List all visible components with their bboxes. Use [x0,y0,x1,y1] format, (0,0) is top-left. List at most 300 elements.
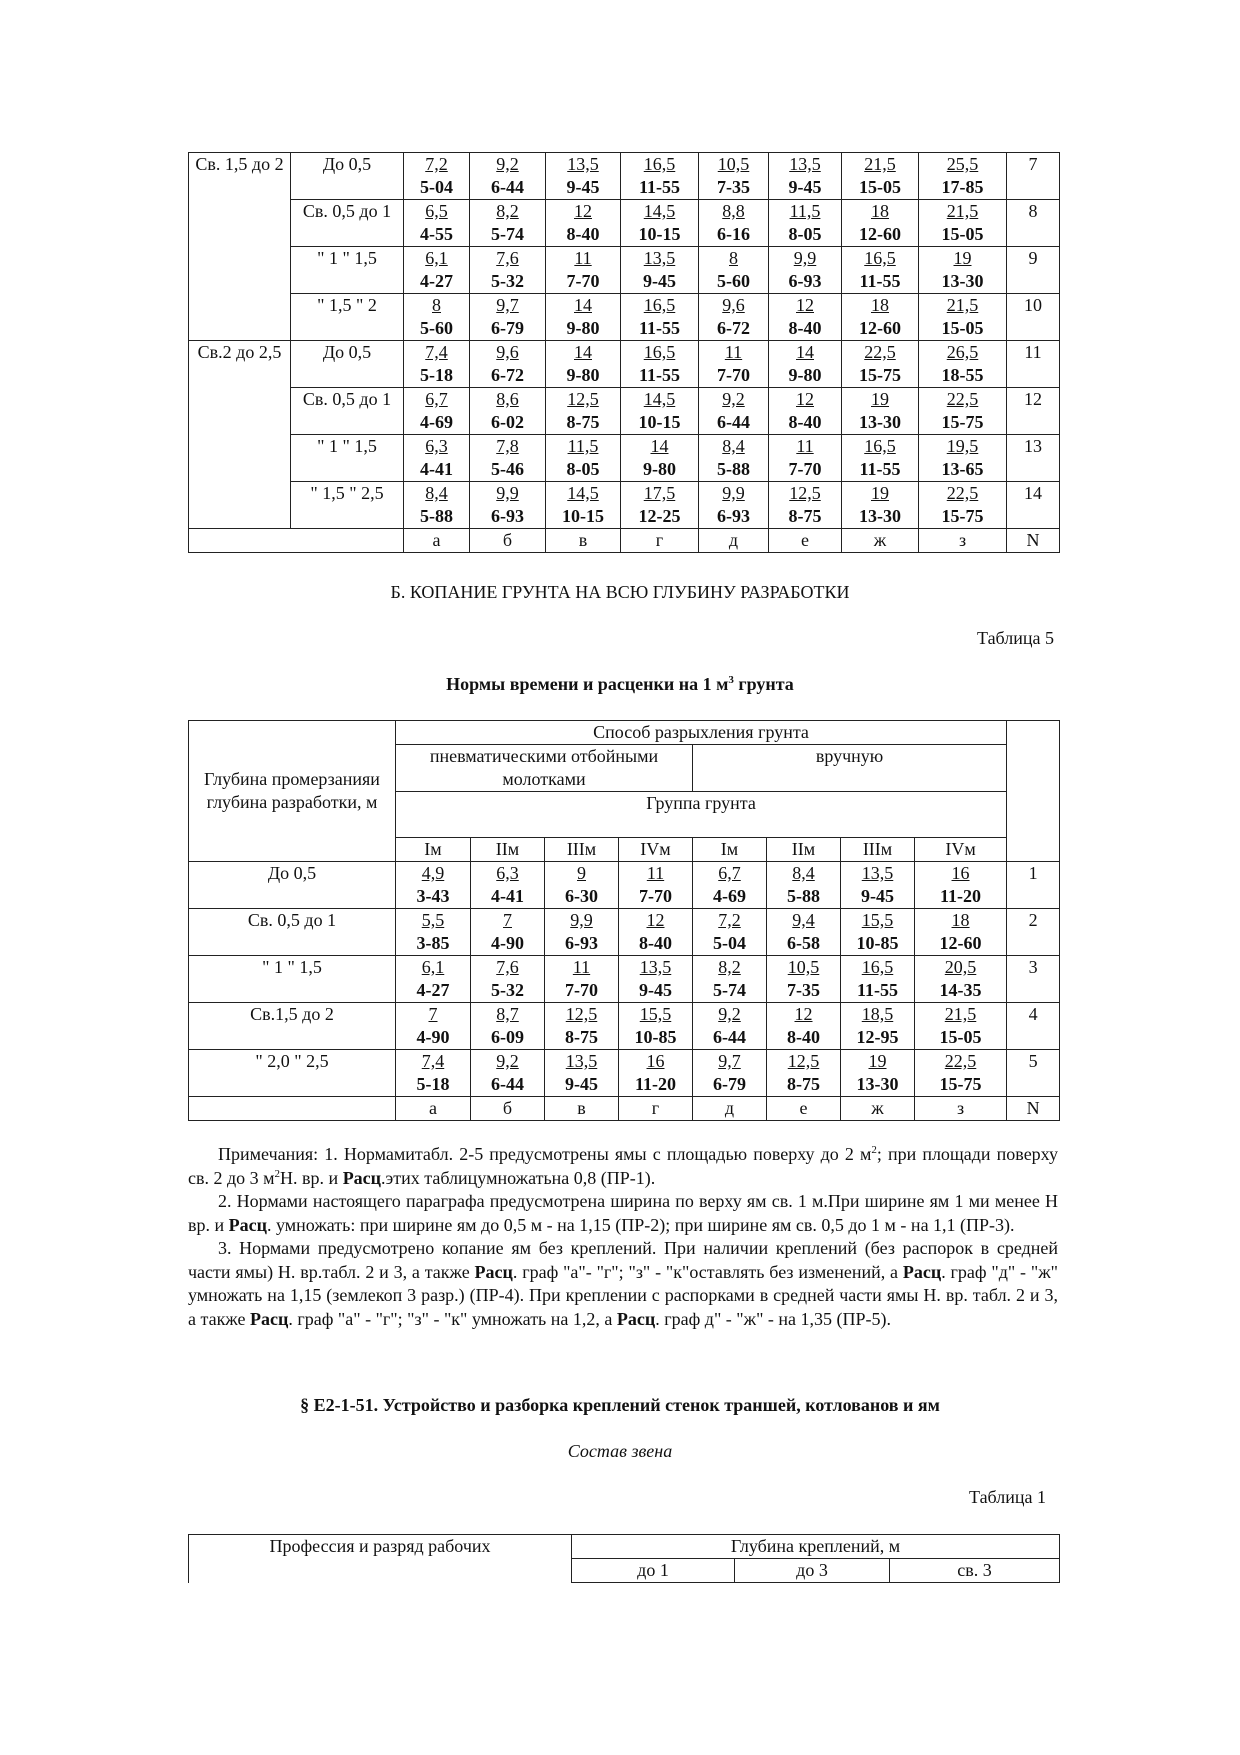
norm-time: 14 [574,295,592,315]
value-cell [621,294,699,341]
norm-time: 16,5 [864,436,896,456]
value-cell [841,1050,915,1097]
price-rate: 12-60 [859,224,901,244]
price-rate: 15-75 [859,365,901,385]
col-depth-1: до 1 [572,1559,735,1583]
price-rate: 5-88 [717,459,750,479]
column-letter: ж [841,1097,915,1121]
value-cell [404,435,470,482]
norm-time: 7,6 [496,957,519,977]
norm-time: 22,5 [946,389,979,409]
norm-time: 11 [574,248,592,268]
norm-time: 12 [796,389,814,409]
price-rate: 10-85 [856,933,899,953]
norm-time: 13,5 [565,1051,598,1071]
value-cell [545,909,619,956]
value-cell [404,341,470,388]
row-number: 10 [1007,294,1060,341]
value-cell [621,341,699,388]
norm-time: 25,5 [946,154,979,174]
price-rate: 9-45 [639,980,672,1000]
value-cell [915,956,1007,1003]
price-rate: 6-16 [717,224,750,244]
norm-time: 21,5 [946,295,979,315]
price-rate: 8-40 [787,1027,820,1047]
value-cell [767,862,841,909]
value-cell [693,956,767,1003]
price-rate: 8-75 [788,506,822,526]
depth-cell: " 1 " 1,5 [291,435,404,482]
norm-time: 21,5 [864,154,896,174]
value-cell [470,388,546,435]
value-cell [699,247,769,294]
price-rate: 5-32 [491,980,524,1000]
value-cell [396,862,471,909]
row-number: 9 [1007,247,1060,294]
price-rate: 4-90 [416,1027,450,1047]
norm-time: 18 [871,201,889,221]
norm-time: 6,1 [421,957,445,977]
value-cell [404,482,470,529]
note-3-text-d: . граф "а" - "г"; "з" - "к" умножать на 1,2, а [288,1308,617,1329]
norm-time: 14,5 [567,483,599,503]
depth-cell: " 1,5 " 2 [291,294,404,341]
norm-time: 11 [724,342,743,362]
value-cell [769,482,842,529]
value-cell [471,1050,545,1097]
norm-time: 9,2 [722,389,745,409]
group-cell [189,388,291,435]
value-cell [769,200,842,247]
table-row [189,1050,1060,1097]
norm-time: 8,7 [496,1004,519,1024]
value-cell [919,341,1007,388]
depth-cell: " 2,0 " 2,5 [189,1050,396,1097]
value-cell [915,862,1007,909]
table5-caption-tail: грунта [733,674,794,694]
norm-time: 19 [871,483,889,503]
value-cell [471,956,545,1003]
row-number: 4 [1007,1003,1060,1050]
depth-cell: " 1 " 1,5 [189,956,396,1003]
table-row [189,294,1060,341]
depth-cell: До 0,5 [291,153,404,200]
price-rate: 15-05 [859,177,901,197]
value-cell [842,482,919,529]
norm-time: 9,9 [570,910,593,930]
note-3-bold-3: Расц [250,1308,289,1329]
norm-time: 11 [646,863,665,883]
price-rate: 14-35 [939,980,982,1000]
notes-block [188,1143,1058,1331]
group-cell [189,200,291,247]
norm-time: 11 [796,436,814,456]
note-3 [188,1237,1058,1331]
price-rate: 13-30 [856,1074,899,1094]
value-cell [915,909,1007,956]
column-letter: г [621,529,699,553]
table-footer-row [189,529,1060,553]
value-cell [919,247,1007,294]
header-n-blank [1007,721,1060,862]
norm-time: 12 [646,910,665,930]
norm-time: 26,5 [946,342,979,362]
note-3-bold-4: Расц [616,1308,656,1329]
price-rate: 4-41 [420,459,453,479]
norm-time: 13,5 [643,248,676,268]
note-3-text-e: . граф д" - "ж" - на 1,35 (ПР-5). [655,1308,892,1329]
value-cell [404,388,470,435]
column-letter: з [919,529,1007,553]
value-cell [621,388,699,435]
value-cell [767,956,841,1003]
column-letter: д [693,1097,767,1121]
note-1-text-c: Н. вр. и [280,1167,343,1188]
note-2-bold: Расц [228,1214,267,1235]
norm-time: 9,2 [496,154,519,174]
norm-time: 20,5 [944,957,977,977]
price-rate: 6-72 [491,365,524,385]
norm-time: 8,4 [792,863,815,883]
price-rate: 5-18 [416,1074,450,1094]
price-rate: 8-05 [788,224,822,244]
value-cell [396,909,471,956]
price-rate: 11-55 [638,318,680,338]
price-rate: 8-75 [565,1027,598,1047]
norm-time: 9,2 [718,1004,741,1024]
soil-group: Iм [693,838,767,862]
note-2-text-a: 2. Нормами настоящего параграфа предусмотрена ширина по верху ям св. 1 м.При ширине ям 1 ми менее Н вр. и [188,1191,1058,1235]
price-rate: 8-40 [788,318,822,338]
value-cell [919,482,1007,529]
value-cell [619,862,693,909]
norm-time: 21,5 [946,201,979,221]
norm-time: 9,6 [722,295,745,315]
norm-time: 9,7 [718,1051,741,1071]
value-cell [693,1003,767,1050]
value-cell [693,909,767,956]
norm-time: 16,5 [643,342,676,362]
norm-time: 19,5 [946,436,979,456]
norm-time: 19 [953,248,972,268]
price-rate: 15-75 [941,412,984,432]
price-rate: 9-45 [566,177,600,197]
norm-time: 13,5 [567,154,599,174]
norm-time: 16,5 [864,248,896,268]
norm-time: 7,2 [425,154,448,174]
value-cell [545,1003,619,1050]
norm-time: 12,5 [565,1004,598,1024]
norm-time: 18 [951,910,970,930]
row-number: 12 [1007,388,1060,435]
note-3-bold-2: Расц [902,1261,942,1282]
value-cell [841,1003,915,1050]
section-e251-title: § Е2-1-51. Устройство и разборка креплений стенок траншей, котлованов и ям [300,1395,940,1415]
value-cell [769,341,842,388]
norm-time: 12 [574,201,592,221]
value-cell [470,247,546,294]
price-rate: 11-55 [638,365,680,385]
norms-table-continued [188,152,1060,553]
value-cell [919,200,1007,247]
price-rate: 11-20 [940,886,982,906]
price-rate: 5-74 [491,224,524,244]
price-rate: 9-80 [566,318,600,338]
row-number: 1 [1007,862,1060,909]
price-rate: 6-93 [491,506,524,526]
price-rate: 5-04 [420,177,453,197]
group-cell [189,247,291,294]
value-cell [767,1003,841,1050]
table-row [189,341,1060,388]
value-cell [404,153,470,200]
column-letter: б [471,1097,545,1121]
norm-time: 6,3 [496,863,519,883]
price-rate: 3-85 [416,933,450,953]
price-rate: 6-44 [717,412,750,432]
price-rate: 15-05 [941,318,984,338]
price-rate: 6-09 [491,1027,524,1047]
value-cell [396,1003,471,1050]
value-cell [767,1050,841,1097]
price-rate: 8-75 [787,1074,820,1094]
norm-time: 6,7 [718,863,741,883]
price-rate: 11-55 [856,980,898,1000]
price-rate: 3-43 [416,886,450,906]
note-3-bold-1: Расц [474,1261,513,1282]
price-rate: 7-35 [717,177,750,197]
price-rate: 13-65 [941,459,984,479]
table5-label: Таблица 5 [977,628,1054,648]
norm-time: 9,2 [496,1051,519,1071]
norm-time: 15,5 [861,910,894,930]
col-profession: Профессия и разряд рабочих [189,1535,572,1583]
note-2-text-b: . умножать: при ширине ям до 0,5 м - на 1,15 (ПР-2); при ширине ям св. 0,5 до 1 м - на 1,1 (ПР-3). [267,1214,1015,1235]
value-cell [699,294,769,341]
norm-time: 9,4 [792,910,815,930]
price-rate: 4-27 [420,271,453,291]
value-cell [769,247,842,294]
value-cell [404,200,470,247]
norm-time: 22,5 [864,342,896,362]
value-cell [919,294,1007,341]
table-row [189,909,1060,956]
price-rate: 6-30 [565,886,598,906]
price-rate: 13-30 [859,506,901,526]
row-number: 13 [1007,435,1060,482]
value-cell [699,341,769,388]
price-rate: 6-58 [787,933,820,953]
price-rate: 5-60 [420,318,453,338]
value-cell [546,294,621,341]
value-cell [842,388,919,435]
value-cell [919,435,1007,482]
table-row [189,1003,1060,1050]
price-rate: 10-15 [638,224,681,244]
norm-time: 6,5 [425,201,448,221]
price-rate: 17-85 [941,177,984,197]
price-rate: 8-05 [566,459,600,479]
table-footer-row [189,1097,1060,1121]
value-cell [546,200,621,247]
norm-time: 16 [646,1051,665,1071]
norm-time: 7,4 [425,342,448,362]
depth-cell: До 0,5 [291,341,404,388]
soil-group: Iм [396,838,471,862]
value-cell [842,341,919,388]
group-cell [189,294,291,341]
norm-time: 7 [503,910,512,930]
price-rate: 15-05 [941,224,984,244]
value-cell [396,1050,471,1097]
value-cell [842,200,919,247]
norm-time: 11,5 [567,436,599,456]
price-rate: 12-25 [638,506,681,526]
norm-time: 12,5 [787,1051,820,1071]
header-depth: Глубина промерзанияи глубина разработки, м [189,721,396,862]
norm-time: 14 [650,436,669,456]
note-1-text-b: ; при площади поверху св. 2 до 3 м [188,1144,1058,1188]
table-row [189,956,1060,1003]
table5-caption-text: Нормы времени и расценки на 1 м [446,674,729,694]
price-rate: 5-04 [713,933,746,953]
norm-time: 12 [794,1004,813,1024]
price-rate: 12-60 [859,318,901,338]
price-rate: 6-93 [717,506,750,526]
norm-time: 7,2 [718,910,741,930]
value-cell [621,482,699,529]
group-cell: Св.2 до 2,5 [189,341,291,388]
section-b-title: Б. КОПАНИЕ ГРУНТА НА ВСЮ ГЛУБИНУ РАЗРАБОТКИ [390,582,850,602]
norm-time: 4,9 [421,863,445,883]
column-letter: б [470,529,546,553]
value-cell [769,294,842,341]
norm-time: 8,2 [496,201,519,221]
norm-time: 8 [432,295,441,315]
table-row [189,247,1060,294]
value-cell [471,909,545,956]
norm-time: 10,5 [787,957,820,977]
value-cell [841,956,915,1003]
norm-time: 6,1 [425,248,448,268]
norm-time: 8,4 [722,436,745,456]
norm-time: 6,3 [425,436,448,456]
norm-time: 8,6 [496,389,519,409]
table-row [189,200,1060,247]
note-2 [188,1190,1058,1237]
norm-time: 12,5 [789,483,821,503]
price-rate: 4-41 [491,886,524,906]
price-rate: 6-72 [717,318,750,338]
depth-cell: " 1 " 1,5 [291,247,404,294]
value-cell [919,388,1007,435]
footer-blank [189,1097,396,1121]
value-cell [619,956,693,1003]
norm-time: 18 [871,295,889,315]
price-rate: 12-60 [939,933,982,953]
norm-time: 16,5 [861,957,894,977]
norm-time: 9,9 [722,483,745,503]
value-cell [842,247,919,294]
price-rate: 6-44 [713,1027,746,1047]
norm-time: 9,9 [793,248,817,268]
norm-time: 21,5 [944,1004,977,1024]
soil-group: IIIм [545,838,619,862]
note-1-text-a: Примечания: 1. Нормамитабл. 2-5 предусмотрены ямы с площадью поверху до 2 м [218,1144,872,1164]
soil-group: IVм [619,838,693,862]
norm-time: 16,5 [643,154,676,174]
price-rate: 4-90 [491,933,524,953]
value-cell [470,341,546,388]
column-letter: N [1007,1097,1060,1121]
price-rate: 6-93 [565,933,598,953]
price-rate: 10-15 [562,506,604,526]
depth-cell: Св. 0,5 до 1 [189,909,396,956]
norm-time: 8,4 [425,483,448,503]
group-cell [189,435,291,482]
crew-subtitle: Состав звена [567,1441,673,1461]
row-number: 8 [1007,200,1060,247]
price-rate: 6-79 [491,318,524,338]
value-cell [769,435,842,482]
header-method: Способ разрыхления грунта [396,721,1007,745]
table-row [189,435,1060,482]
price-rate: 7-70 [788,459,822,479]
header-manual: вручную [693,745,1007,792]
value-cell [699,388,769,435]
price-rate: 15-75 [939,1074,982,1094]
price-rate: 5-74 [713,980,746,1000]
norm-time: 9,6 [496,342,519,362]
value-cell [621,247,699,294]
table-row [189,388,1060,435]
price-rate: 11-55 [638,177,680,197]
row-number: 3 [1007,956,1060,1003]
norm-time: 18,5 [861,1004,894,1024]
price-rate: 10-15 [638,412,681,432]
price-rate: 8-75 [566,412,600,432]
price-rate: 5-88 [787,886,820,906]
depth-cell: Св. 0,5 до 1 [291,200,404,247]
price-rate: 7-70 [566,271,600,291]
price-rate: 6-02 [491,412,524,432]
norm-time: 14,5 [643,201,676,221]
value-cell [470,294,546,341]
norm-time: 7,8 [496,436,519,456]
value-cell [693,1050,767,1097]
norm-time: 15,5 [639,1004,672,1024]
norm-time: 14 [796,342,814,362]
note-1-sup-1: 2 [871,1144,877,1156]
table5-caption-sup: 3 [728,674,734,686]
column-letter: а [404,529,470,553]
note-3-text-b: . граф "а"- "г"; "з" - "к"оставлять без изменений, а [512,1261,903,1282]
price-rate: 5-88 [420,506,453,526]
price-rate: 6-79 [713,1074,746,1094]
price-rate: 8-40 [566,224,600,244]
norm-time: 19 [868,1051,887,1071]
value-cell [769,153,842,200]
value-cell [621,435,699,482]
price-rate: 5-46 [491,459,524,479]
footer-blank [189,529,404,553]
value-cell [470,153,546,200]
price-rate: 9-45 [788,177,822,197]
price-rate: 4-27 [416,980,450,1000]
price-rate: 13-30 [859,412,901,432]
table5-caption [0,674,1240,695]
price-rate: 15-05 [939,1027,982,1047]
